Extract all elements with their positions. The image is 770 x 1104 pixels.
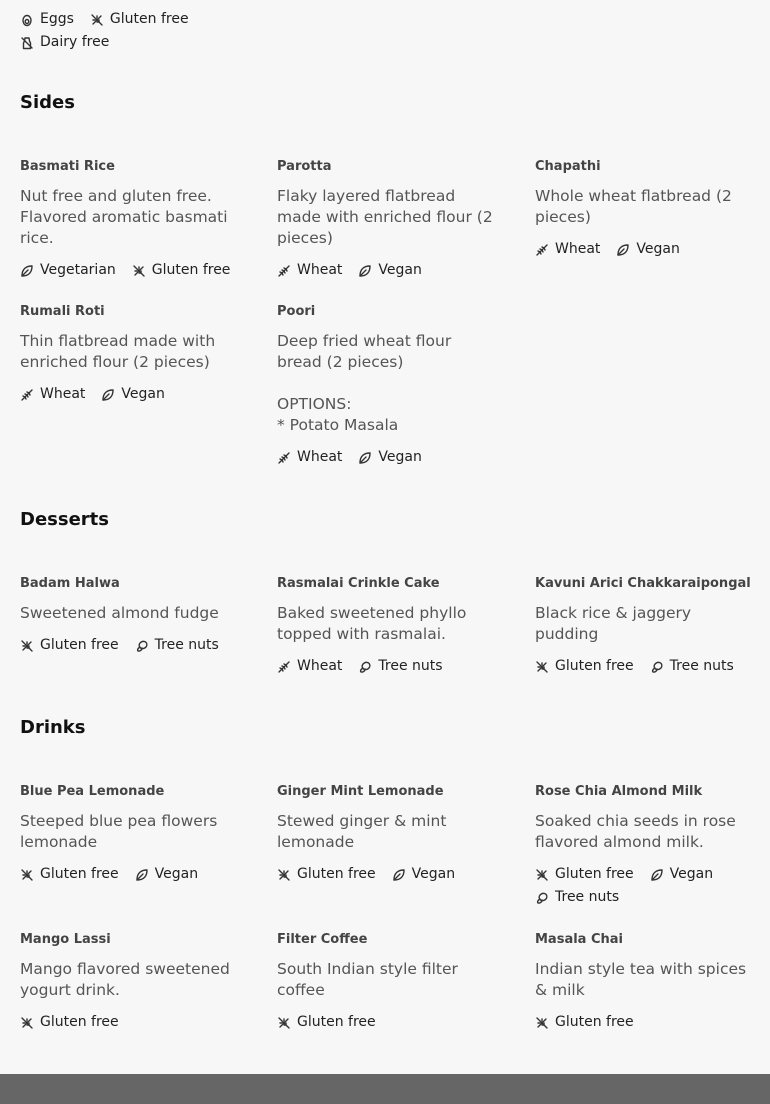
tag-gluten-free bbox=[20, 1013, 119, 1032]
tag-label: Vegan bbox=[378, 449, 422, 465]
leaf-icon bbox=[101, 388, 115, 402]
dairy-free-icon bbox=[20, 36, 34, 50]
item-name: Rose Chia Almond Milk bbox=[535, 784, 703, 799]
wheat-icon bbox=[277, 660, 291, 674]
item-name: Poori bbox=[277, 304, 316, 319]
menu-item-parotta[interactable] bbox=[277, 158, 499, 280]
menu-item-blue-pea-lemonade[interactable] bbox=[20, 783, 242, 884]
wheat-icon bbox=[535, 243, 549, 257]
tag-tree-nuts bbox=[535, 888, 619, 907]
leaf-icon bbox=[392, 868, 406, 882]
tag-label: Eggs bbox=[40, 11, 74, 27]
menu-item-poori[interactable] bbox=[277, 303, 499, 467]
tag-vegan bbox=[392, 865, 455, 884]
item-name: Ginger Mint Lemonade bbox=[277, 784, 444, 799]
item-description: Indian style tea with spices & milk bbox=[535, 960, 747, 999]
tag-label: Dairy free bbox=[40, 34, 110, 50]
tag-label: Vegan bbox=[378, 262, 422, 278]
item-name: Masala Chai bbox=[535, 932, 623, 947]
leaf-icon bbox=[358, 451, 372, 465]
item-description: Baked sweetened phyllo topped with rasmalai. bbox=[277, 604, 467, 643]
leaf-icon bbox=[358, 264, 372, 278]
tag-wheat bbox=[277, 448, 342, 467]
tag-label: Gluten free bbox=[151, 262, 231, 278]
tag-list bbox=[277, 448, 499, 467]
tag-tree-nuts bbox=[650, 657, 734, 676]
tag-gluten-free bbox=[535, 657, 634, 676]
menu-item-rose-chia-almond-milk[interactable] bbox=[535, 783, 757, 907]
tag-list bbox=[535, 240, 757, 259]
item-description: Nut free and gluten free. Flavored aromatic basmati rice. bbox=[20, 187, 228, 247]
tag-label: Vegan bbox=[121, 386, 165, 402]
tag-label: Gluten free bbox=[40, 1014, 119, 1030]
tag-gluten-free bbox=[20, 865, 119, 884]
tag-label: Vegan bbox=[669, 866, 714, 882]
tag-gluten-free bbox=[90, 10, 189, 29]
tag-wheat bbox=[277, 657, 342, 676]
top-tags bbox=[20, 10, 250, 52]
item-name: Kavuni Arici Chakkaraipongal bbox=[535, 576, 751, 591]
item-description: Flaky layered flatbread made with enriched flour (2 pieces) bbox=[277, 187, 493, 247]
tag-label: Gluten free bbox=[555, 866, 634, 882]
tree-nut-icon bbox=[650, 660, 664, 674]
tag-list bbox=[277, 657, 499, 676]
egg-icon bbox=[20, 13, 34, 27]
section-title-drinks: Drinks bbox=[20, 717, 86, 738]
tag-label: Tree nuts bbox=[154, 637, 219, 653]
tag-label: Tree nuts bbox=[669, 658, 734, 674]
tag-list bbox=[277, 865, 499, 884]
menu-item-badam-halwa[interactable] bbox=[20, 575, 242, 655]
footer-bar bbox=[0, 1074, 770, 1104]
tag-list bbox=[20, 10, 250, 52]
tag-gluten-free bbox=[277, 865, 376, 884]
tag-list bbox=[20, 1013, 242, 1032]
tag-gluten-free bbox=[20, 636, 119, 655]
tag-list bbox=[20, 261, 242, 280]
leaf-icon bbox=[135, 868, 149, 882]
menu-item-basmati-rice[interactable] bbox=[20, 158, 242, 280]
tag-gluten-free bbox=[535, 865, 634, 884]
tag-vegetarian bbox=[20, 261, 116, 280]
tag-label: Tree nuts bbox=[555, 889, 620, 905]
item-name: Filter Coffee bbox=[277, 932, 368, 947]
tag-list bbox=[535, 657, 757, 676]
tag-list bbox=[535, 865, 757, 907]
tag-label: Gluten free bbox=[40, 637, 119, 653]
tag-label: Gluten free bbox=[297, 1014, 376, 1030]
tag-vegan bbox=[358, 448, 421, 467]
item-description: Black rice & jaggery pudding bbox=[535, 604, 692, 643]
tag-label: Vegetarian bbox=[40, 262, 116, 278]
menu-item-chapathi[interactable] bbox=[535, 158, 757, 259]
tag-eggs bbox=[20, 10, 74, 29]
tag-vegan bbox=[616, 240, 679, 259]
tree-nut-icon bbox=[358, 660, 372, 674]
tag-label: Gluten free bbox=[109, 11, 189, 27]
item-name: Mango Lassi bbox=[20, 932, 111, 947]
tag-gluten-free bbox=[132, 261, 231, 280]
menu-item-mango-lassi[interactable] bbox=[20, 931, 242, 1032]
tag-wheat bbox=[535, 240, 600, 259]
gluten-free-icon bbox=[20, 1016, 34, 1030]
item-name: Basmati Rice bbox=[20, 159, 115, 174]
tag-vegan bbox=[650, 865, 713, 884]
item-description: Deep fried wheat flour bread (2 pieces) OPTIONS: * Potato Masala bbox=[277, 332, 452, 434]
gluten-free-icon bbox=[535, 1016, 549, 1030]
tree-nut-icon bbox=[535, 891, 549, 905]
item-description: Soaked chia seeds in rose flavored almond milk. bbox=[535, 812, 736, 851]
gluten-free-icon bbox=[535, 660, 549, 674]
item-description: South Indian style filter coffee bbox=[277, 960, 458, 999]
tag-label: Vegan bbox=[636, 241, 680, 257]
wheat-icon bbox=[20, 388, 34, 402]
tag-label: Wheat bbox=[555, 241, 601, 257]
tag-label: Gluten free bbox=[297, 866, 376, 882]
menu-item-kavuni-arici-chakkaraipongal[interactable] bbox=[535, 575, 757, 676]
gluten-free-icon bbox=[535, 868, 549, 882]
menu-item-ginger-mint-lemonade[interactable] bbox=[277, 783, 499, 884]
tag-list bbox=[277, 261, 499, 280]
leaf-icon bbox=[650, 868, 664, 882]
wheat-icon bbox=[277, 451, 291, 465]
tag-vegan bbox=[101, 385, 164, 404]
tag-list bbox=[535, 1013, 757, 1032]
tag-tree-nuts bbox=[358, 657, 442, 676]
tag-wheat bbox=[20, 385, 85, 404]
tag-label: Gluten free bbox=[40, 866, 119, 882]
leaf-icon bbox=[616, 243, 630, 257]
tag-label: Wheat bbox=[297, 658, 343, 674]
item-description: Mango flavored sweetened yogurt drink. bbox=[20, 960, 230, 999]
gluten-free-icon bbox=[132, 264, 146, 278]
item-description: Stewed ginger & mint lemonade bbox=[277, 812, 447, 851]
tag-gluten-free bbox=[277, 1013, 376, 1032]
tag-label: Wheat bbox=[297, 262, 343, 278]
item-description: Thin flatbread made with enriched flour (2 pieces) bbox=[20, 332, 216, 371]
section-title-sides: Sides bbox=[20, 92, 75, 113]
tag-dairy-free bbox=[20, 33, 109, 52]
tag-label: Wheat bbox=[40, 386, 86, 402]
tag-list bbox=[20, 385, 242, 404]
item-description: Steeped blue pea flowers lemonade bbox=[20, 812, 218, 851]
menu-item-rasmalai-crinkle-cake[interactable] bbox=[277, 575, 499, 676]
tag-list bbox=[20, 636, 242, 655]
gluten-free-icon bbox=[20, 639, 34, 653]
menu-item-masala-chai[interactable] bbox=[535, 931, 757, 1032]
gluten-free-icon bbox=[277, 1016, 291, 1030]
section-title-desserts: Desserts bbox=[20, 509, 109, 530]
tag-tree-nuts bbox=[135, 636, 219, 655]
tag-label: Tree nuts bbox=[378, 658, 443, 674]
tag-vegan bbox=[135, 865, 198, 884]
tag-vegan bbox=[358, 261, 421, 280]
item-name: Parotta bbox=[277, 159, 332, 174]
tag-label: Vegan bbox=[411, 866, 456, 882]
tag-list bbox=[277, 1013, 499, 1032]
menu-item-rumali-roti[interactable] bbox=[20, 303, 242, 404]
tag-label: Wheat bbox=[297, 449, 343, 465]
item-name: Blue Pea Lemonade bbox=[20, 784, 165, 799]
gluten-free-icon bbox=[20, 868, 34, 882]
tag-label: Gluten free bbox=[555, 658, 634, 674]
item-description: Whole wheat flatbread (2 pieces) bbox=[535, 187, 732, 226]
leaf-icon bbox=[20, 264, 34, 278]
menu-item-filter-coffee[interactable] bbox=[277, 931, 499, 1032]
tag-label: Vegan bbox=[154, 866, 199, 882]
tree-nut-icon bbox=[135, 639, 149, 653]
tag-wheat bbox=[277, 261, 342, 280]
tag-label: Gluten free bbox=[555, 1014, 634, 1030]
tag-gluten-free bbox=[535, 1013, 634, 1032]
tag-list bbox=[20, 865, 242, 884]
item-name: Chapathi bbox=[535, 159, 601, 174]
item-description: Sweetened almond fudge bbox=[20, 604, 219, 622]
item-name: Rumali Roti bbox=[20, 304, 105, 319]
item-name: Rasmalai Crinkle Cake bbox=[277, 576, 440, 591]
wheat-icon bbox=[277, 264, 291, 278]
gluten-free-icon bbox=[90, 13, 104, 27]
gluten-free-icon bbox=[277, 868, 291, 882]
item-name: Badam Halwa bbox=[20, 576, 120, 591]
